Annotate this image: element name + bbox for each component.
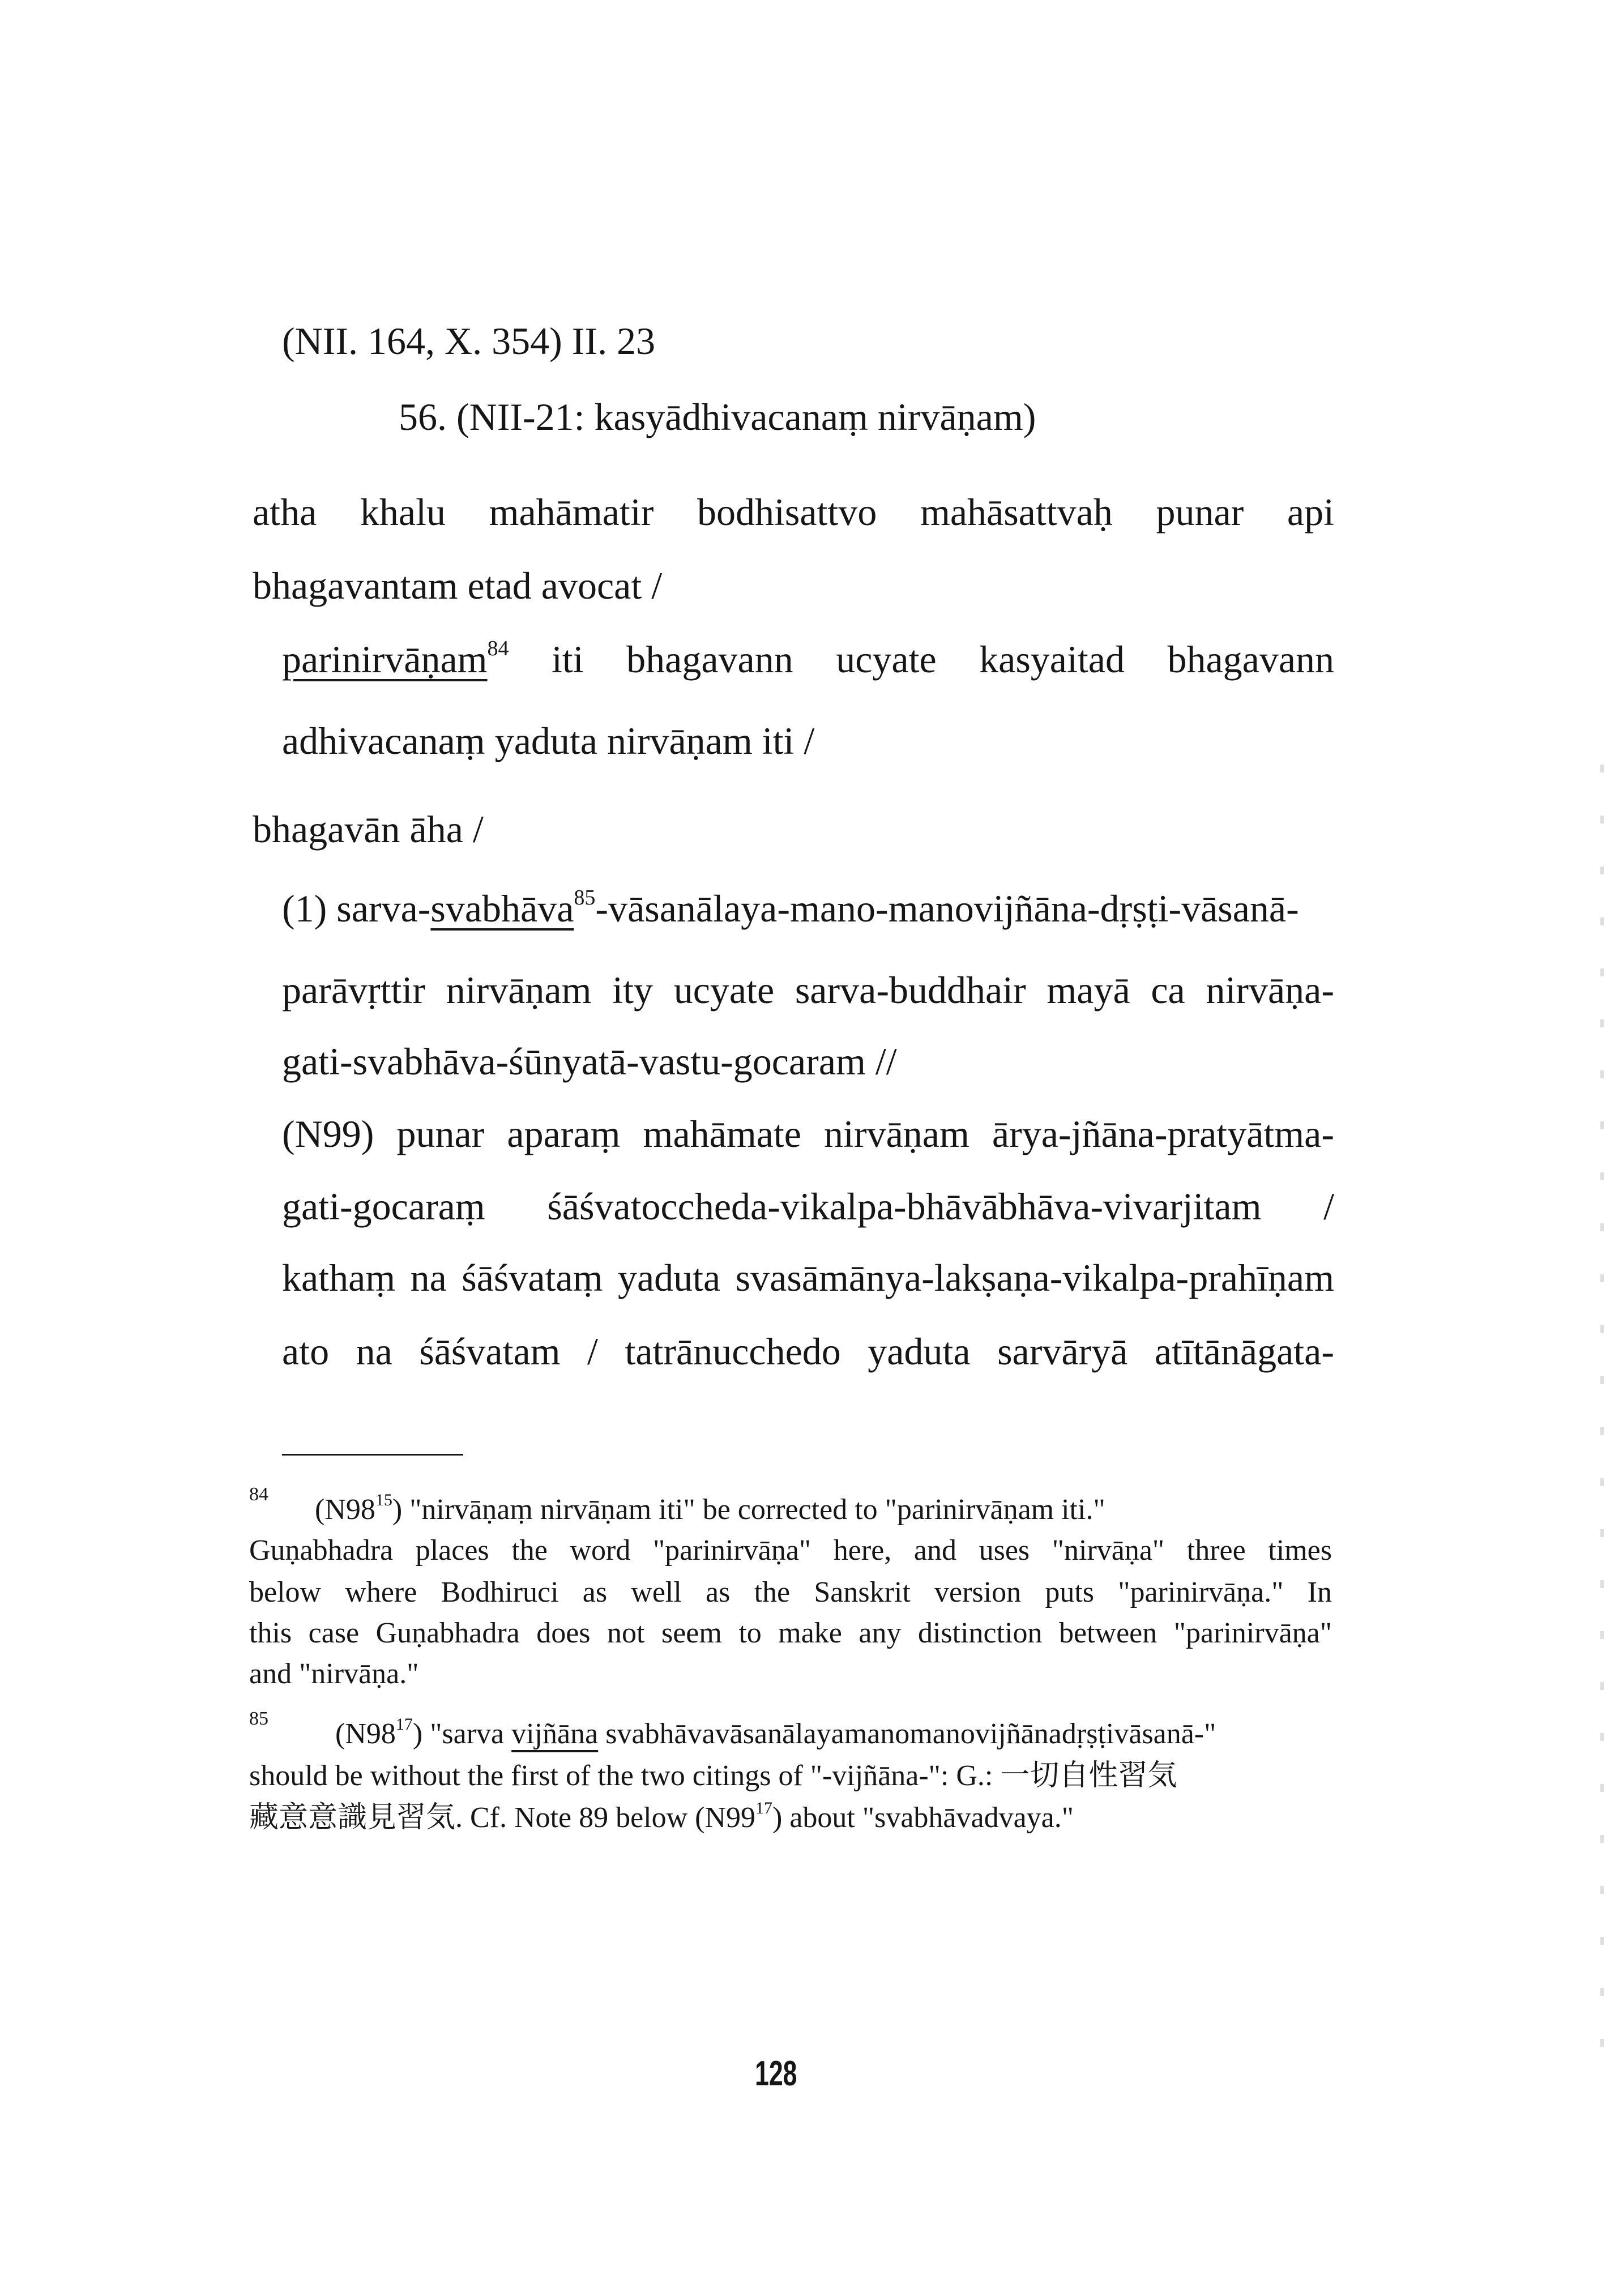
footnote-line: this case Guṇabhadra does not seem to make any distinction between "parinirvāṇa": [249, 1617, 1332, 1649]
body-line: ato na śāśvatam / tatrānucchedo yaduta sarvāryā atītānāgata-: [282, 1330, 1334, 1373]
body-line: bhagavantam etad avocat /: [253, 564, 663, 607]
footnote-ref: 85: [574, 886, 596, 910]
footnote-line: (N98$^{15}$) "nirvāṇaṃ nirvāṇam iti" be corrected to "parinirvāṇam iti.": [315, 1491, 1105, 1526]
body-line: kathaṃ na śāśvataṃ yaduta svasāmānya-lakṣaṇa-vikalpa-prahīṇam: [282, 1256, 1334, 1299]
footnote-number: 85: [249, 1708, 268, 1729]
footnote-ref: 84: [487, 637, 509, 660]
body-line: (1) sarva-svabhāva$^{85}$-vāsanālaya-mano-manovijñāna-dṛṣṭi-vāsanā-: [282, 886, 1299, 930]
footnote-line: and "nirvāṇa.": [249, 1658, 419, 1690]
body-line: (N99) punar aparaṃ mahāmate nirvāṇam ārya-jñāna-pratyātma-: [282, 1112, 1334, 1155]
chapter-reference: (NII. 164, X. 354) II. 23: [282, 319, 656, 362]
body-line: bhagavān āha /: [253, 808, 484, 851]
body-line: atha khalu mahāmatir bodhisattvo mahāsattvaḥ punar api: [253, 490, 1334, 534]
footnote-line: 藏意意識見習気. Cf. Note 89 below (N99$^{17}$) about "svabhāvadvaya.": [249, 1799, 1074, 1834]
footnote-line: should be without the first of the two citings of "-vijñāna-": G.: 一切自性習気: [249, 1760, 1177, 1792]
footnote-number: 84: [249, 1484, 268, 1505]
page-number: 128: [755, 2054, 797, 2093]
underlined-term: parinirvāṇam: [282, 638, 488, 681]
underlined-term: svabhāva: [430, 887, 574, 930]
body-line: parinirvāṇam$^{84}$ iti bhagavann ucyate kasyaitad bhagavann: [282, 637, 1334, 681]
body-line: gati-gocaraṃ śāśvatoccheda-vikalpa-bhāvābhāva-vivarjitam /: [282, 1185, 1334, 1228]
section-title: 56. (NII-21: kasyādhivacanaṃ nirvāṇam): [399, 395, 1036, 438]
footnote-line: below where Bodhiruci as well as the Sanskrit version puts "parinirvāṇa." In: [249, 1576, 1332, 1608]
body-line: parāvṛttir nirvāṇam ity ucyate sarva-buddhair mayā ca nirvāṇa-: [282, 968, 1334, 1012]
underlined-term: vijñāna: [511, 1718, 599, 1750]
body-line: gati-svabhāva-śūnyatā-vastu-gocaram //: [282, 1040, 897, 1083]
footnote-line: (N98$^{17}$) "sarva vijñāna svabhāvavāsanālayamanomanovijñānadṛṣṭivāsanā-": [335, 1715, 1216, 1750]
body-line: adhivacanaṃ yaduta nirvāṇam iti /: [282, 719, 815, 762]
scan-edge-marks: [1600, 765, 1604, 2067]
footnote-separator: [282, 1454, 463, 1456]
footnote-line: Guṇabhadra places the word "parinirvāṇa" here, and uses "nirvāṇa" three times: [249, 1534, 1332, 1567]
